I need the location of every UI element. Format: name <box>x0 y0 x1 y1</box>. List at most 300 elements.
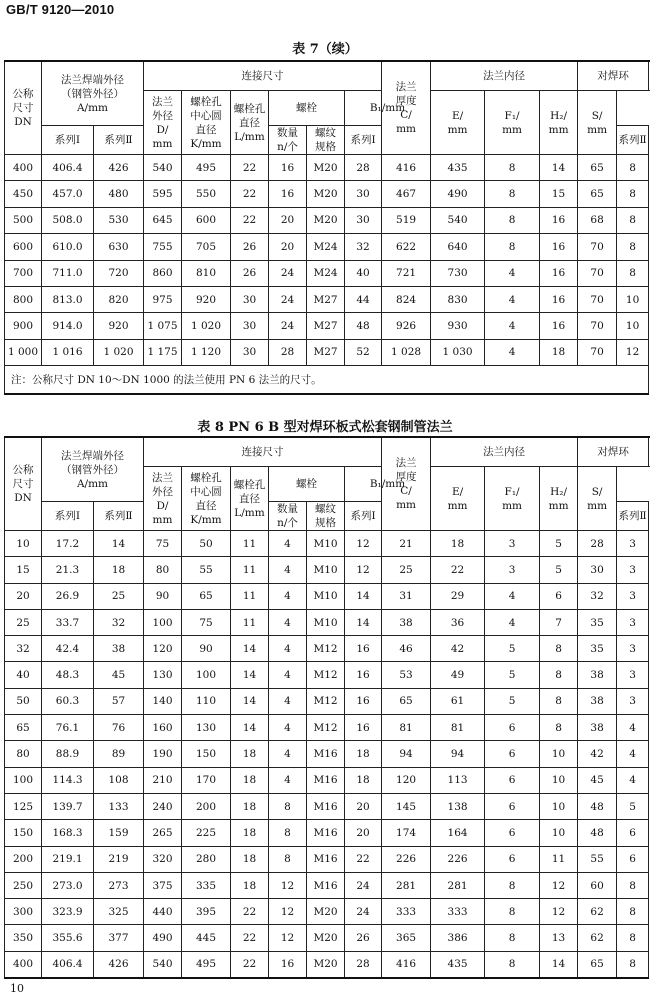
table-cell: 76.1 <box>42 715 94 741</box>
table-cell: 12 <box>345 557 382 583</box>
table-cell: 76 <box>94 715 144 741</box>
table-cell: 16 <box>269 155 307 181</box>
table-cell: 18 <box>231 741 269 767</box>
header-ring: 对焊环 <box>578 61 649 91</box>
table-cell: 813.0 <box>42 286 94 312</box>
header-k: 螺栓孔 中心圆 直径 K/mm <box>182 467 231 531</box>
table-cell: 12 <box>269 872 307 898</box>
table-cell: 550 <box>182 181 231 207</box>
header-c: 法兰 厚度 C/ mm <box>382 437 431 531</box>
table-cell: 90 <box>182 636 231 662</box>
header-series2: 系列Ⅱ <box>94 126 144 155</box>
table-cell: 16 <box>345 636 382 662</box>
table-cell: M16 <box>307 767 345 793</box>
table-cell: 8 <box>617 925 649 951</box>
header-l: 螺栓孔 直径 L/mm <box>231 467 269 531</box>
table-cell: 900 <box>5 313 42 339</box>
header-b1-series2: 系列Ⅱ <box>617 126 649 155</box>
table-cell: 4 <box>485 609 540 635</box>
table-cell: 25 <box>382 557 431 583</box>
table-cell: 350 <box>5 925 42 951</box>
table-cell: 16 <box>269 951 307 978</box>
table-cell: 400 <box>5 951 42 978</box>
table-row <box>5 846 649 872</box>
table-cell: 110 <box>182 688 231 714</box>
table-cell: 18 <box>540 339 578 365</box>
table-cell: 16 <box>540 234 578 260</box>
table-cell: 335 <box>182 872 231 898</box>
table-cell: 386 <box>431 925 485 951</box>
table-cell: 490 <box>431 181 485 207</box>
table-cell: 820 <box>94 286 144 312</box>
header-conn: 连接尺寸 <box>144 437 382 467</box>
table-cell: 8 <box>617 260 649 286</box>
table-cell: 25 <box>5 609 42 635</box>
table-cell: 930 <box>431 313 485 339</box>
table-cell: M12 <box>307 688 345 714</box>
table-cell: M20 <box>307 207 345 233</box>
table-cell: 365 <box>382 925 431 951</box>
table8-header <box>5 437 649 531</box>
table-row <box>5 557 649 583</box>
table-cell: 700 <box>5 260 42 286</box>
table-row <box>5 531 649 557</box>
table-cell: 8 <box>540 662 578 688</box>
table-cell: 14 <box>231 662 269 688</box>
table-cell: 48 <box>578 793 617 819</box>
table-cell: M10 <box>307 557 345 583</box>
table-cell: M20 <box>307 899 345 925</box>
table-row <box>5 636 649 662</box>
table-cell: 52 <box>345 339 382 365</box>
table-cell: 12 <box>617 339 649 365</box>
table-cell: 1 000 <box>5 339 42 365</box>
table-cell: 8 <box>485 951 540 978</box>
table-cell: 540 <box>431 207 485 233</box>
table-cell: 273.0 <box>42 872 94 898</box>
table-cell: 500 <box>5 207 42 233</box>
table-cell: 55 <box>578 846 617 872</box>
table-row <box>5 899 649 925</box>
table-cell: 18 <box>231 793 269 819</box>
table-cell: 8 <box>540 636 578 662</box>
table-cell: 6 <box>617 820 649 846</box>
table-cell: 30 <box>231 313 269 339</box>
table-cell: 138 <box>431 793 485 819</box>
table-cell: 20 <box>5 583 42 609</box>
table-row <box>5 662 649 688</box>
table-cell: 377 <box>94 925 144 951</box>
table-cell: 88.9 <box>42 741 94 767</box>
table-cell: 18 <box>231 820 269 846</box>
table-cell: 10 <box>617 286 649 312</box>
table-cell: 3 <box>617 557 649 583</box>
table-cell: 159 <box>94 820 144 846</box>
table-cell: 38 <box>578 715 617 741</box>
table-cell: 8 <box>485 234 540 260</box>
table-cell: 160 <box>144 715 182 741</box>
table-cell: 1 030 <box>431 339 485 365</box>
table-cell: 540 <box>144 951 182 978</box>
table-cell: 65 <box>578 181 617 207</box>
table-cell: 38 <box>578 662 617 688</box>
table-cell: 10 <box>540 767 578 793</box>
table-cell: 4 <box>485 583 540 609</box>
table-cell: 5 <box>485 688 540 714</box>
table-cell: 11 <box>231 609 269 635</box>
table-cell: M24 <box>307 234 345 260</box>
header-series1: 系列Ⅰ <box>42 502 94 531</box>
table8-body <box>5 531 649 979</box>
table-cell: 70 <box>578 234 617 260</box>
table-cell: 22 <box>231 181 269 207</box>
table-cell: 622 <box>382 234 431 260</box>
table-cell: 16 <box>540 286 578 312</box>
table-cell: 8 <box>485 207 540 233</box>
table-cell: 32 <box>5 636 42 662</box>
header-od: 法兰焊端外径 （钢管外径） A/mm <box>42 437 144 502</box>
table-cell: 75 <box>182 609 231 635</box>
header-bolt: 螺栓 <box>269 467 345 502</box>
table-row <box>5 339 649 365</box>
table-cell: 22 <box>431 557 485 583</box>
table-cell: 100 <box>5 767 42 793</box>
table-cell: 914.0 <box>42 313 94 339</box>
table-cell: 45 <box>94 662 144 688</box>
table-cell: 49 <box>431 662 485 688</box>
header-d: 法兰 外径 D/ mm <box>144 467 182 531</box>
table-cell: 8 <box>617 181 649 207</box>
table-cell: 16 <box>345 688 382 714</box>
table-row <box>5 286 649 312</box>
table-cell: 530 <box>94 207 144 233</box>
table-cell: 730 <box>431 260 485 286</box>
table-cell: 38 <box>578 688 617 714</box>
table-cell: 18 <box>94 557 144 583</box>
table-cell: 100 <box>144 609 182 635</box>
header-s: S/ mm <box>578 467 617 531</box>
table-cell: 755 <box>144 234 182 260</box>
table-cell: 467 <box>382 181 431 207</box>
table-cell: 31 <box>382 583 431 609</box>
table-cell: 830 <box>431 286 485 312</box>
table-cell: 12 <box>540 899 578 925</box>
table-cell: 94 <box>431 741 485 767</box>
table7 <box>4 60 649 395</box>
table-cell: 320 <box>144 846 182 872</box>
table-cell: M12 <box>307 715 345 741</box>
header-e: E/ mm <box>431 91 485 155</box>
table-cell: M20 <box>307 951 345 978</box>
table-cell: 4 <box>485 313 540 339</box>
table-cell: 400 <box>5 155 42 181</box>
table-cell: 1 175 <box>144 339 182 365</box>
table-cell: 450 <box>5 181 42 207</box>
table-cell: 18 <box>431 531 485 557</box>
table-cell: 10 <box>540 820 578 846</box>
table-cell: 42 <box>431 636 485 662</box>
table-cell: 600 <box>5 234 42 260</box>
table-cell: 32 <box>578 583 617 609</box>
table-cell: 80 <box>144 557 182 583</box>
header-bore: 法兰内径 <box>431 437 578 467</box>
table-cell: 26 <box>345 925 382 951</box>
table-cell: 18 <box>345 767 382 793</box>
table-cell: 457.0 <box>42 181 94 207</box>
table-cell: 150 <box>182 741 231 767</box>
table-cell: 174 <box>382 820 431 846</box>
table-cell: 14 <box>540 155 578 181</box>
table-cell: 645 <box>144 207 182 233</box>
table-cell: 65 <box>382 688 431 714</box>
table-cell: 8 <box>269 846 307 872</box>
table-cell: 10 <box>540 741 578 767</box>
table-cell: 4 <box>485 286 540 312</box>
table-cell: 5 <box>617 793 649 819</box>
header-f1: F₁/ mm <box>485 91 540 155</box>
table-cell: 22 <box>231 207 269 233</box>
table-cell: 28 <box>269 339 307 365</box>
table-cell: M20 <box>307 181 345 207</box>
table-row <box>5 741 649 767</box>
table-cell: 4 <box>617 715 649 741</box>
table-cell: 10 <box>617 313 649 339</box>
table-cell: 32 <box>345 234 382 260</box>
table-cell: 225 <box>182 820 231 846</box>
table-cell: 24 <box>269 313 307 339</box>
table-cell: 70 <box>578 313 617 339</box>
table-cell: 226 <box>431 846 485 872</box>
table-cell: 8 <box>485 181 540 207</box>
table-cell: 4 <box>269 636 307 662</box>
table-cell: 281 <box>382 872 431 898</box>
table-cell: 333 <box>431 899 485 925</box>
table-cell: 125 <box>5 793 42 819</box>
table-cell: 45 <box>578 767 617 793</box>
table-cell: 7 <box>540 609 578 635</box>
table-cell: 30 <box>345 181 382 207</box>
table-cell: 4 <box>485 260 540 286</box>
table-cell: 53 <box>382 662 431 688</box>
table-row <box>5 872 649 898</box>
table-cell: 16 <box>540 260 578 286</box>
table-cell: 8 <box>617 899 649 925</box>
table7-note: 注：公称尺寸 DN 10～DN 1000 的法兰使用 PN 6 法兰的尺寸。 <box>5 366 649 395</box>
table-cell: 720 <box>94 260 144 286</box>
table-cell: 630 <box>94 234 144 260</box>
table-cell: 8 <box>485 155 540 181</box>
table-cell: 164 <box>431 820 485 846</box>
table-cell: 4 <box>269 609 307 635</box>
header-d: 法兰 外径 D/ mm <box>144 91 182 155</box>
table-cell: M12 <box>307 662 345 688</box>
header-series1: 系列Ⅰ <box>42 126 94 155</box>
header-h2: H₂/ mm <box>540 467 578 531</box>
table-cell: 60 <box>578 872 617 898</box>
table-cell: 3 <box>617 609 649 635</box>
header-series2: 系列Ⅱ <box>94 502 144 531</box>
table-cell: 10 <box>5 531 42 557</box>
table-cell: 140 <box>144 688 182 714</box>
table-cell: 89 <box>94 741 144 767</box>
table-cell: M27 <box>307 313 345 339</box>
table-cell: 975 <box>144 286 182 312</box>
table-cell: 30 <box>578 557 617 583</box>
table-cell: 3 <box>617 531 649 557</box>
table-cell: 50 <box>182 531 231 557</box>
header-k: 螺栓孔 中心圆 直径 K/mm <box>182 91 231 155</box>
table-cell: 26 <box>231 234 269 260</box>
table-cell: 65 <box>5 715 42 741</box>
table-cell: 13 <box>540 925 578 951</box>
header-dn: 公称 尺寸 DN <box>5 437 42 531</box>
table-cell: 75 <box>144 531 182 557</box>
table8-caption: 表 8 PN 6 B 型对焊环板式松套钢制管法兰 <box>197 420 453 435</box>
table-cell: 24 <box>345 899 382 925</box>
table-cell: 281 <box>431 872 485 898</box>
table-cell: 48.3 <box>42 662 94 688</box>
table-cell: 145 <box>382 793 431 819</box>
table-cell: 16 <box>345 715 382 741</box>
table-cell: 11 <box>231 583 269 609</box>
table-row <box>5 207 649 233</box>
header-b1-series1: 系列Ⅰ <box>345 126 382 155</box>
table-cell: 170 <box>182 767 231 793</box>
table-cell: 44 <box>345 286 382 312</box>
table-cell: 440 <box>144 899 182 925</box>
table-cell: 860 <box>144 260 182 286</box>
table-cell: 108 <box>94 767 144 793</box>
table-cell: 4 <box>269 767 307 793</box>
table-cell: 16 <box>269 181 307 207</box>
table-cell: 8 <box>540 715 578 741</box>
table-cell: 16 <box>345 662 382 688</box>
table-cell: 705 <box>182 234 231 260</box>
table-cell: 219 <box>94 846 144 872</box>
table-cell: 920 <box>94 313 144 339</box>
table-cell: 333 <box>382 899 431 925</box>
table-cell: M24 <box>307 260 345 286</box>
table-cell: 168.3 <box>42 820 94 846</box>
table-cell: 133 <box>94 793 144 819</box>
table-cell: 4 <box>269 531 307 557</box>
table-cell: 120 <box>144 636 182 662</box>
table-cell: 323.9 <box>42 899 94 925</box>
table-cell: M16 <box>307 741 345 767</box>
table-cell: 70 <box>578 260 617 286</box>
table-cell: 8 <box>485 872 540 898</box>
table-cell: 210 <box>144 767 182 793</box>
table-cell: 22 <box>345 846 382 872</box>
table-cell: 200 <box>5 846 42 872</box>
table-cell: 100 <box>182 662 231 688</box>
header-thread: 螺纹 规格 <box>307 502 345 531</box>
table-cell: 12 <box>269 925 307 951</box>
table-cell: 11 <box>540 846 578 872</box>
table-cell: 10 <box>540 793 578 819</box>
table-cell: 36 <box>431 609 485 635</box>
table-cell: 68 <box>578 207 617 233</box>
table-row <box>5 609 649 635</box>
table-cell: 4 <box>269 662 307 688</box>
table-cell: 8 <box>617 234 649 260</box>
table-cell: M27 <box>307 339 345 365</box>
table-cell: 40 <box>5 662 42 688</box>
table-cell: 8 <box>617 207 649 233</box>
table-cell: 62 <box>578 899 617 925</box>
header-s: S/ mm <box>578 91 617 155</box>
table-cell: 435 <box>431 155 485 181</box>
table-cell: 50 <box>5 688 42 714</box>
table-row <box>5 181 649 207</box>
table-cell: 32 <box>94 609 144 635</box>
table-cell: 250 <box>5 872 42 898</box>
table-cell: 6 <box>485 715 540 741</box>
header-c: 法兰 厚度 C/ mm <box>382 61 431 155</box>
table-cell: 3 <box>617 583 649 609</box>
header-od: 法兰焊端外径 （钢管外径） A/mm <box>42 61 144 126</box>
table-row <box>5 793 649 819</box>
table-cell: 1 028 <box>382 339 431 365</box>
table-cell: 28 <box>345 155 382 181</box>
table-cell: 5 <box>485 662 540 688</box>
header-h2: H₂/ mm <box>540 91 578 155</box>
table-row <box>5 820 649 846</box>
table-cell: 90 <box>144 583 182 609</box>
table-cell: M12 <box>307 636 345 662</box>
table-cell: 226 <box>382 846 431 872</box>
table-cell: 4 <box>485 339 540 365</box>
table-cell: 26.9 <box>42 583 94 609</box>
table-cell: 4 <box>617 741 649 767</box>
table-row <box>5 583 649 609</box>
table-cell: M16 <box>307 872 345 898</box>
table-cell: 70 <box>578 339 617 365</box>
table8 <box>4 436 649 979</box>
table-cell: 12 <box>540 872 578 898</box>
table-cell: 20 <box>269 207 307 233</box>
table-cell: 80 <box>5 741 42 767</box>
table-cell: 38 <box>94 636 144 662</box>
table-cell: 1 075 <box>144 313 182 339</box>
table-cell: 24 <box>269 286 307 312</box>
table-cell: M27 <box>307 286 345 312</box>
table-cell: 8 <box>269 793 307 819</box>
table-cell: 24 <box>345 872 382 898</box>
table-cell: 4 <box>269 688 307 714</box>
table-cell: 926 <box>382 313 431 339</box>
table-cell: 33.7 <box>42 609 94 635</box>
header-thread: 螺纹 规格 <box>307 126 345 155</box>
table-cell: 3 <box>485 531 540 557</box>
table-cell: 15 <box>540 181 578 207</box>
table-cell: 70 <box>578 286 617 312</box>
table-cell: 426 <box>94 155 144 181</box>
table-cell: 5 <box>485 636 540 662</box>
table-cell: 130 <box>182 715 231 741</box>
table-cell: 3 <box>485 557 540 583</box>
table-cell: 14 <box>540 951 578 978</box>
table-cell: 508.0 <box>42 207 94 233</box>
table-cell: 595 <box>144 181 182 207</box>
table-cell: 416 <box>382 951 431 978</box>
table-cell: 15 <box>5 557 42 583</box>
table-cell: 28 <box>345 951 382 978</box>
table-cell: 721 <box>382 260 431 286</box>
table-cell: M20 <box>307 155 345 181</box>
table-cell: 14 <box>231 688 269 714</box>
table-cell: 1 016 <box>42 339 94 365</box>
